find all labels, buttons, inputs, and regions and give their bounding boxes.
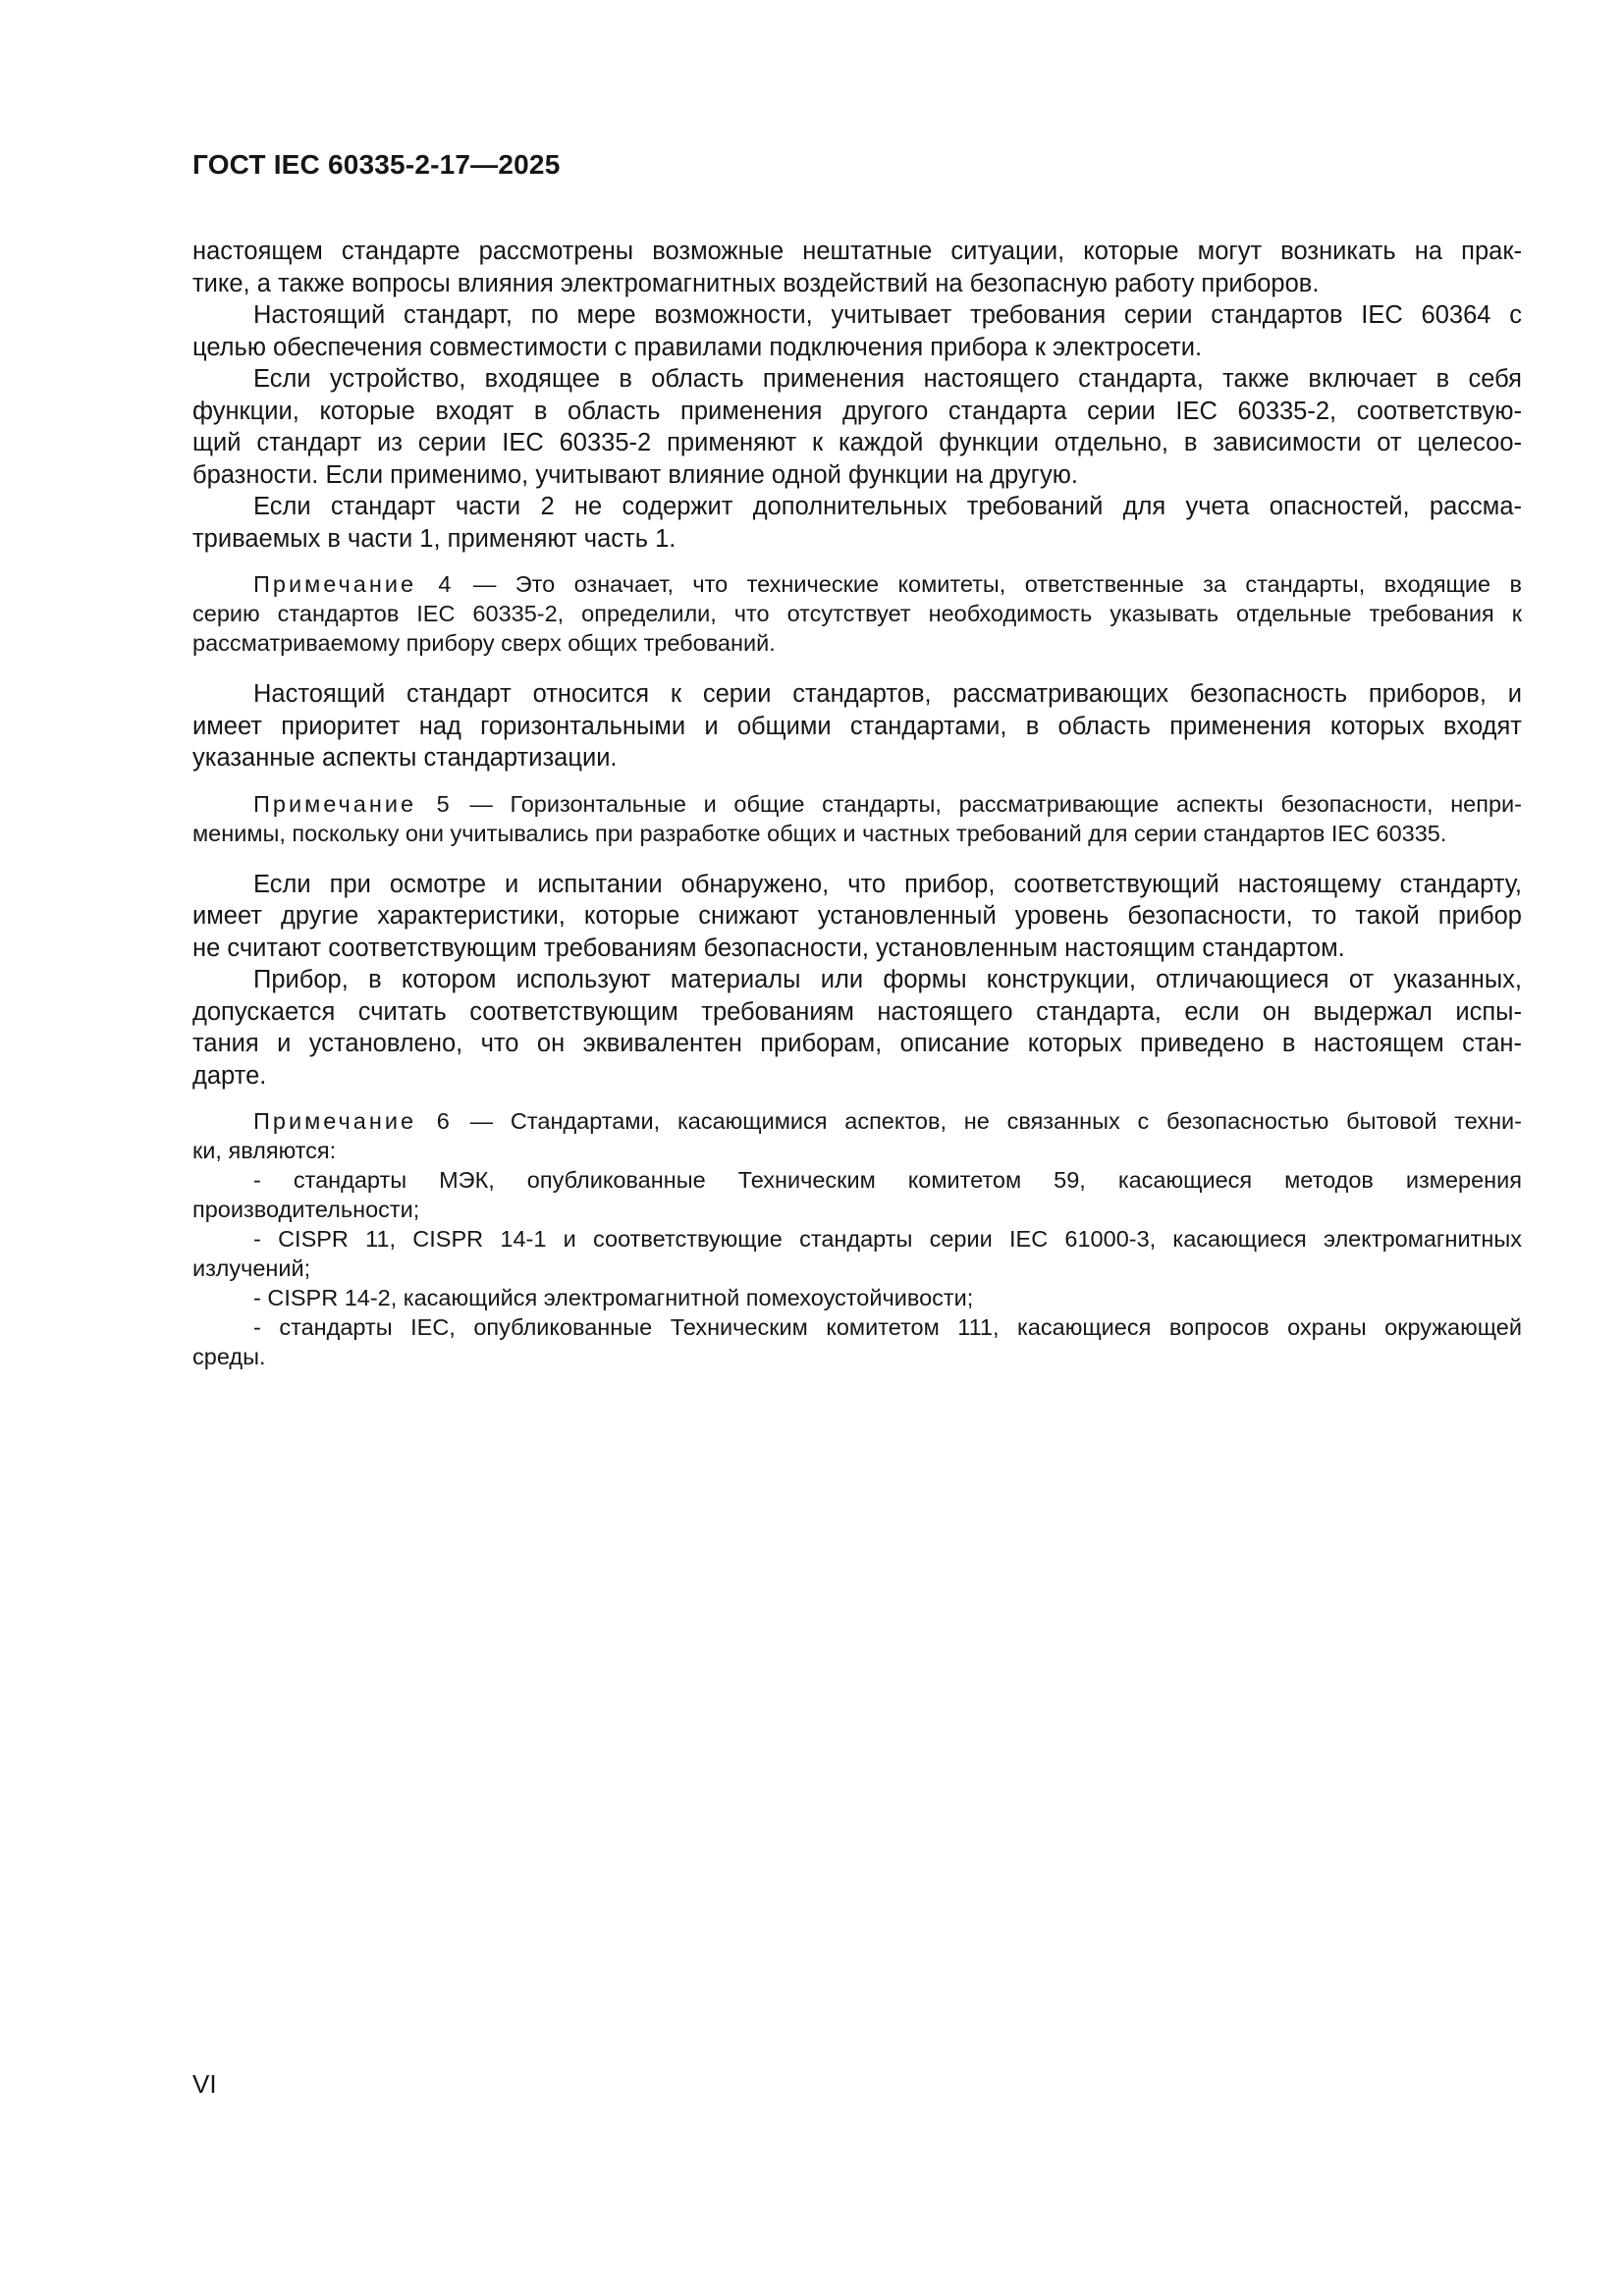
text-line: триваемых в части 1, применяют часть 1.	[192, 524, 677, 553]
note-text: — Горизонтальные и общие стандарты, рассматривающие аспекты безопасности, непри-	[452, 790, 1522, 817]
paragraph-block	[192, 236, 1522, 555]
paragraph-block	[192, 678, 1522, 774]
text-line	[192, 1106, 1522, 1136]
text-line: допускается считать соответствующим требованиям настоящего стандарта, если он выдержал испы-	[192, 997, 1522, 1026]
text-line: - CISPR 14-2, касающийся электромагнитной помехоустойчивости;	[253, 1285, 974, 1310]
text-line: серию стандартов IEC 60335-2, определили, что отсутствует необходимость указывать отдельные требования к	[192, 601, 1522, 626]
text-line: ки, являются:	[192, 1138, 337, 1163]
note-block	[192, 1106, 1522, 1371]
text-line: дарте.	[192, 1061, 267, 1090]
note-text: — Стандартами, касающимися аспектов, не связанных с безопасностью бытовой техни-	[452, 1108, 1522, 1134]
text-line: Прибор, в котором используют материалы или формы конструкции, отличающиеся от указанных,	[253, 966, 1522, 993]
page-number: VI	[192, 2069, 217, 2099]
note-block	[192, 569, 1522, 658]
text-line: тике, а также вопросы влияния электромагнитных воздействий на безопасную работу приборов.	[192, 269, 1320, 297]
text-line: менимы, поскольку они учитывались при разработке общих и частных требований для серии стандартов IEC 60335.	[192, 820, 1447, 846]
note-label: Примечание 4	[253, 571, 455, 597]
text-line: тания и установлено, что он эквивалентен приборам, описание которых приведено в настоящем стан-	[192, 1030, 1522, 1057]
document-content	[192, 236, 1522, 1371]
note-block	[192, 789, 1522, 848]
note-text: — Это означает, что технические комитеты, ответственные за стандарты, входящие в	[454, 571, 1522, 597]
text-line: Если при осмотре и испытании обнаружено, что прибор, соответствующий настоящему стандарту,	[253, 870, 1522, 898]
paragraph-block	[192, 869, 1522, 1093]
text-line: Если стандарт части 2 не содержит дополнительных требований для учета опасностей, рассма-	[253, 493, 1522, 520]
text-line: излучений;	[192, 1255, 311, 1281]
text-line: - стандарты МЭК, опубликованные Техническим комитетом 59, касающиеся методов измерения	[253, 1167, 1522, 1193]
text-line	[192, 569, 1522, 599]
text-line: щий стандарт из серии IEC 60335-2 применяют к каждой функции отдельно, в зависимости от целесоо-	[192, 429, 1522, 456]
note-label: Примечание 6	[253, 1108, 453, 1134]
text-line: - CISPR 11, CISPR 14-1 и соответствующие стандарты серии IEC 61000-3, касающиеся электромагнитных	[253, 1226, 1522, 1252]
text-line: имеет другие характеристики, которые снижают установленный уровень безопасности, то такой прибор	[192, 902, 1522, 930]
text-line: функции, которые входят в область применения другого стандарта серии IEC 60335-2, соответствую-	[192, 397, 1522, 425]
text-line: Если устройство, входящее в область применения настоящего стандарта, также включает в себя	[253, 365, 1522, 393]
page-header: ГОСТ IEC 60335-2-17—2025	[192, 149, 561, 180]
text-line: Настоящий стандарт относится к серии стандартов, рассматривающих безопасность приборов, и	[253, 680, 1522, 708]
text-line	[192, 789, 1522, 819]
text-line: производительности;	[192, 1197, 420, 1222]
text-line: имеет приоритет над горизонтальными и общими стандартами, в область применения которых входят	[192, 712, 1522, 740]
text-line: настоящем стандарте рассмотрены возможные нештатные ситуации, которые могут возникать на прак-	[192, 238, 1522, 265]
text-line: рассматриваемому прибору сверх общих требований.	[192, 630, 776, 656]
text-line: Настоящий стандарт, по мере возможности, учитывает требования серии стандартов IEC 60364 с	[253, 301, 1522, 329]
text-line: - стандарты IEC, опубликованные Техническим комитетом 111, касающиеся вопросов охраны окружающей	[253, 1314, 1522, 1340]
note-label: Примечание 5	[253, 790, 453, 817]
text-line: среды.	[192, 1344, 266, 1369]
text-line: целью обеспечения совместимости с правилами подключения прибора к электросети.	[192, 333, 1203, 361]
text-line: бразности. Если применимо, учитывают влияние одной функции на другую.	[192, 460, 1078, 489]
text-line: не считают соответствующим требованиям безопасности, установленным настоящим стандартом.	[192, 934, 1345, 962]
text-line: указанные аспекты стандартизации.	[192, 744, 618, 772]
